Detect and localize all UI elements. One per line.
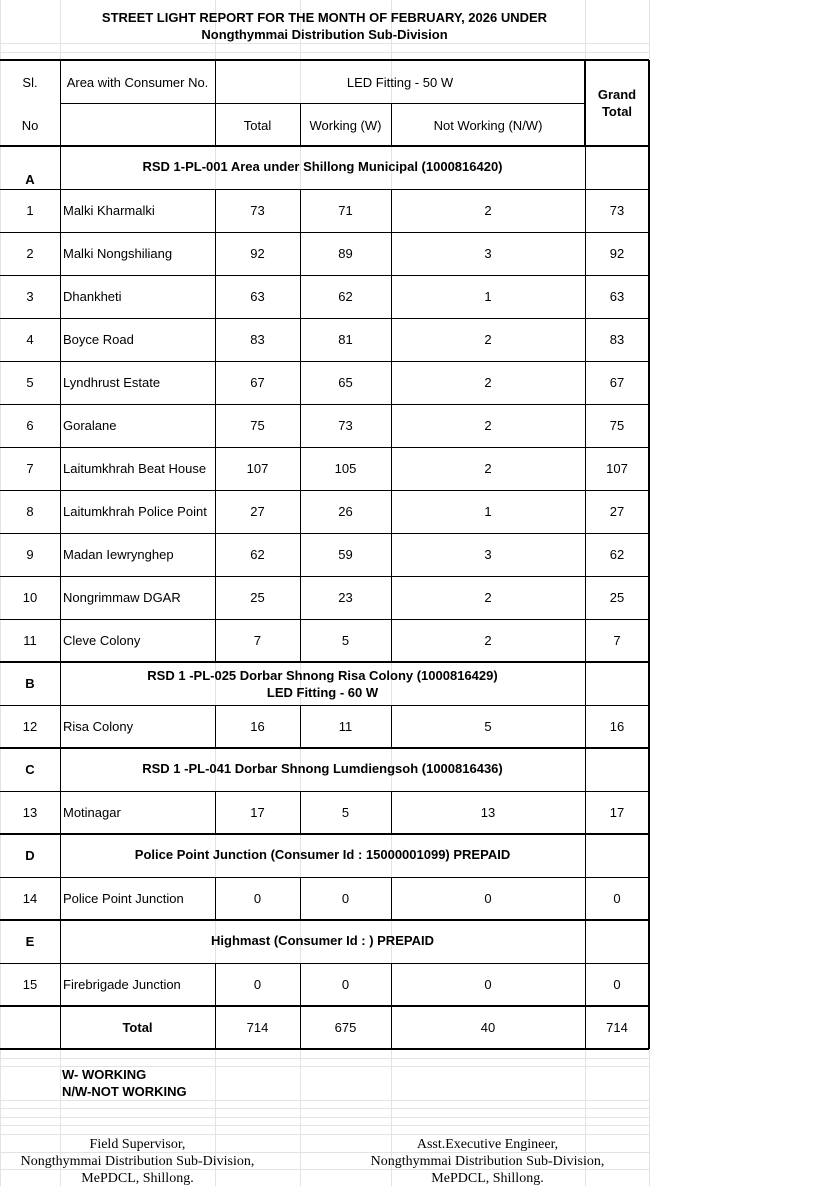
row-8-total: 27	[250, 504, 265, 519]
row-3-total: 63	[250, 289, 265, 304]
row-6-no: 6	[26, 418, 34, 433]
row-2-nw: 3	[484, 246, 492, 261]
row-9-nw: 3	[484, 547, 492, 562]
row-9-w: 59	[338, 547, 353, 562]
legend-not-working: N/W-NOT WORKING	[62, 1084, 187, 1099]
section-letter-c: C	[25, 762, 35, 777]
row-10-area: Nongrimmaw DGAR	[63, 590, 181, 605]
totals-working: 675	[334, 1020, 357, 1035]
totals-label: Total	[122, 1020, 153, 1035]
section-letter-e: E	[25, 934, 35, 949]
totals-total: 714	[246, 1020, 269, 1035]
header-working: Working (W)	[309, 117, 382, 133]
section-title-a: RSD 1-PL-001 Area under Shillong Municipal (1000816420)	[142, 159, 503, 174]
row-14-nw: 0	[484, 891, 492, 906]
row-14-w: 0	[341, 891, 350, 906]
row-5-w: 65	[338, 375, 353, 390]
row-12-total: 16	[250, 719, 265, 734]
row-13-w: 5	[341, 805, 350, 820]
row-9-area: Madan Iewrynghep	[63, 547, 174, 562]
row-4-nw: 2	[484, 332, 492, 347]
row-12-area: Risa Colony	[63, 719, 134, 734]
row-14-total: 0	[253, 891, 262, 906]
row-11-total: 7	[253, 633, 262, 648]
section-letter-d: D	[25, 848, 35, 863]
section-title-d: Police Point Junction (Consumer Id : 15000001099) PREPAID	[134, 847, 511, 862]
row-4-no: 4	[26, 332, 34, 347]
row-14-area: Police Point Junction	[63, 891, 184, 906]
header-not-working: Not Working (N/W)	[433, 117, 543, 133]
row-2-area: Malki Nongshiliang	[63, 246, 173, 261]
row-13-total: 17	[250, 805, 265, 820]
row-10-grand: 25	[609, 590, 625, 605]
row-10-nw: 2	[484, 590, 492, 605]
row-5-no: 5	[26, 375, 34, 390]
legend-working: W- WORKING	[62, 1067, 147, 1082]
row-11-grand: 7	[613, 633, 621, 648]
row-1-grand: 73	[609, 203, 625, 218]
row-6-nw: 2	[484, 418, 492, 433]
row-13-grand: 17	[609, 805, 625, 820]
row-7-w: 105	[334, 461, 357, 476]
row-1-w: 71	[338, 203, 353, 218]
row-11-area: Cleve Colony	[63, 633, 141, 648]
signature-field-supervisor	[0, 1136, 275, 1187]
row-7-total: 107	[246, 461, 269, 476]
row-5-total: 67	[250, 375, 265, 390]
row-11-nw: 2	[484, 633, 492, 648]
row-6-grand: 75	[609, 418, 625, 433]
section-letter-b: B	[25, 676, 35, 691]
row-11-no: 11	[23, 633, 37, 648]
sig-left-line2: Nongthymmai Distribution Sub-Division,	[20, 1154, 255, 1169]
signature-asst-executive-engineer	[350, 1136, 625, 1187]
row-8-area: Laitumkhrah Police Point	[63, 504, 207, 519]
row-7-no: 7	[26, 461, 34, 476]
section-subtitle-b: LED Fitting - 60 W	[266, 685, 379, 700]
sig-left-line3: MePDCL, Shillong.	[81, 1171, 194, 1186]
row-8-nw: 1	[484, 504, 492, 519]
row-10-no: 10	[22, 590, 38, 605]
sig-left-line1: Field Supervisor,	[89, 1137, 186, 1152]
row-15-nw: 0	[484, 977, 492, 992]
row-2-grand: 92	[609, 246, 625, 261]
row-3-nw: 1	[484, 289, 492, 304]
row-9-no: 9	[26, 547, 34, 562]
section-title-b: RSD 1 -PL-025 Dorbar Shnong Risa Colony (1000816429)	[147, 668, 498, 683]
header-no: No	[21, 117, 39, 133]
row-3-area: Dhankheti	[63, 289, 122, 304]
row-4-total: 83	[250, 332, 265, 347]
row-15-w: 0	[341, 977, 350, 992]
row-4-area: Boyce Road	[63, 332, 134, 347]
row-1-area: Malki Kharmalki	[63, 203, 155, 218]
row-12-w: 11	[338, 719, 353, 734]
header-sl: Sl.	[22, 74, 38, 90]
report-subtitle: Nongthymmai Distribution Sub-Division	[201, 27, 448, 42]
row-6-area: Goralane	[63, 418, 117, 433]
row-14-grand: 0	[613, 891, 621, 906]
row-13-area: Motinagar	[63, 805, 121, 820]
row-15-no: 15	[22, 977, 38, 992]
sig-right-line3: MePDCL, Shillong.	[431, 1171, 544, 1186]
row-8-w: 26	[338, 504, 353, 519]
row-6-w: 73	[338, 418, 353, 433]
row-8-grand: 27	[609, 504, 625, 519]
row-11-w: 5	[341, 633, 350, 648]
row-2-w: 89	[338, 246, 353, 261]
row-12-no: 12	[22, 719, 38, 734]
row-15-area: Firebrigade Junction	[63, 977, 181, 992]
section-title-c: RSD 1 -PL-041 Dorbar Shnong Lumdiengsoh (1000816436)	[142, 761, 503, 776]
row-10-w: 23	[338, 590, 353, 605]
row-7-nw: 2	[484, 461, 492, 476]
row-4-w: 81	[338, 332, 353, 347]
row-4-grand: 83	[609, 332, 625, 347]
row-12-grand: 16	[609, 719, 625, 734]
row-2-total: 92	[250, 246, 265, 261]
row-5-nw: 2	[484, 375, 492, 390]
row-9-total: 62	[250, 547, 265, 562]
row-5-grand: 67	[609, 375, 625, 390]
row-5-area: Lyndhrust Estate	[63, 375, 161, 390]
row-10-total: 25	[250, 590, 265, 605]
row-3-no: 3	[26, 289, 34, 304]
header-grand-total: Total	[601, 104, 633, 119]
row-7-area: Laitumkhrah Beat House	[63, 461, 207, 476]
row-2-no: 2	[26, 246, 34, 261]
totals-not-working: 40	[480, 1020, 496, 1035]
row-15-total: 0	[253, 977, 262, 992]
row-7-grand: 107	[606, 461, 628, 476]
row-15-grand: 0	[613, 977, 621, 992]
row-3-w: 62	[338, 289, 353, 304]
row-6-total: 75	[250, 418, 265, 433]
header-total: Total	[243, 117, 272, 133]
totals-grand: 714	[606, 1020, 628, 1035]
header-grand: Grand	[597, 87, 637, 102]
row-12-nw: 5	[484, 719, 492, 734]
section-letter-a: A	[25, 172, 35, 187]
row-1-nw: 2	[484, 203, 492, 218]
report-title: STREET LIGHT REPORT FOR THE MONTH OF FEBRUARY, 2026 UNDER	[101, 10, 548, 25]
header-led-fitting: LED Fitting - 50 W	[346, 74, 454, 90]
header-area: Area with Consumer No.	[66, 74, 209, 90]
row-3-grand: 63	[609, 289, 625, 304]
sig-right-line1: Asst.Executive Engineer,	[416, 1137, 559, 1152]
row-8-no: 8	[26, 504, 34, 519]
row-1-no: 1	[26, 203, 34, 218]
row-13-nw: 13	[480, 805, 496, 820]
row-9-grand: 62	[609, 547, 625, 562]
section-title-e: Highmast (Consumer Id : ) PREPAID	[211, 933, 434, 948]
row-1-total: 73	[250, 203, 265, 218]
row-14-no: 14	[22, 891, 38, 906]
sig-right-line2: Nongthymmai Distribution Sub-Division,	[370, 1154, 605, 1169]
row-13-no: 13	[22, 805, 38, 820]
